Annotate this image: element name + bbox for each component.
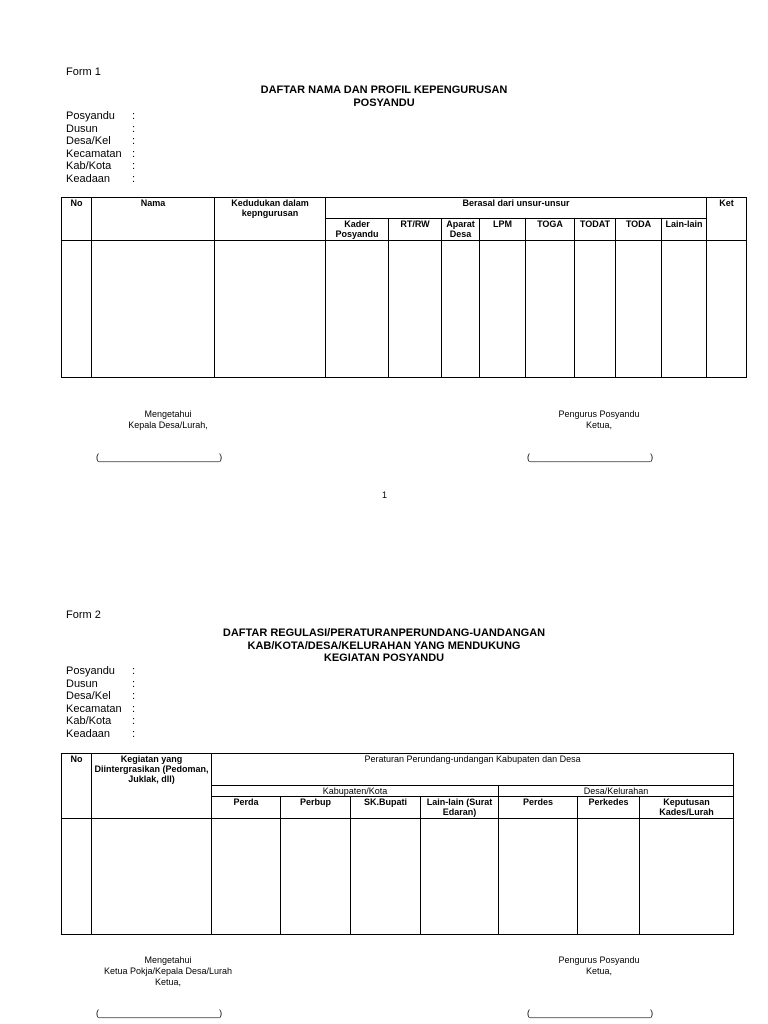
field-label: Kab/Kota [66, 715, 112, 727]
table-cell[interactable] [575, 241, 616, 378]
sig-left-line2: Ketua Pokja/Kepala Desa/Lurah [103, 966, 233, 976]
table-cell[interactable] [389, 241, 442, 378]
form2-title-line2: KAB/KOTA/DESA/KELURAHAN YANG MENDUKUNG [247, 639, 521, 652]
form1-field-kecamatan [66, 148, 135, 161]
field-label: Kab/Kota [66, 160, 112, 172]
field-label: Dusun [66, 122, 98, 135]
header-nama: Nama [92, 198, 215, 241]
header-no: No [62, 198, 92, 241]
table-cell[interactable] [526, 241, 575, 378]
table-cell[interactable] [578, 819, 640, 935]
form2-title [134, 627, 634, 665]
header-rtrw: RT/RW [389, 219, 442, 241]
form2-sig-right-blank[interactable]: (________________________) [527, 1008, 654, 1018]
table-cell[interactable] [326, 241, 389, 378]
form1-field-kabkota [66, 160, 135, 173]
field-colon: : [132, 677, 136, 690]
header-toda: TODA [616, 219, 662, 241]
table-cell[interactable] [442, 241, 480, 378]
page-number: 1 [382, 490, 388, 500]
field-colon: : [132, 665, 136, 677]
header-aparat-desa: Aparat Desa [442, 219, 480, 241]
header-perkedes: Perkedes [578, 797, 640, 819]
field-colon: : [132, 715, 136, 727]
sig-left-line1: Mengetahui [144, 409, 192, 419]
field-label: Desa/Kel [66, 690, 111, 702]
form2-fields [66, 665, 135, 740]
form2-field-desakel [66, 690, 135, 703]
table-cell[interactable] [62, 241, 92, 378]
table-row [62, 819, 734, 935]
field-label: Posyandu [66, 665, 115, 677]
form2-label: Form 2 [66, 609, 101, 621]
form1-table [61, 197, 747, 378]
form1-sig-left [98, 409, 238, 431]
header-kader-posyandu: Kader Posyandu [326, 219, 389, 241]
header-lain-lain: Lain-lain (Surat Edaran) [421, 797, 499, 819]
field-colon: : [132, 702, 136, 715]
field-colon: : [132, 147, 136, 160]
field-label: Kecamatan [66, 147, 122, 160]
header-ket: Ket [707, 198, 747, 241]
table-cell[interactable] [421, 819, 499, 935]
sig-right-line1: Pengurus Posyandu [558, 955, 640, 965]
sig-left-line1: Mengetahui [144, 955, 192, 965]
header-perda: Perda [212, 797, 281, 819]
form1-title [184, 84, 584, 109]
header-no: No [62, 754, 92, 819]
field-label: Keadaan [66, 172, 111, 185]
header-sk-bupati: SK.Bupati [351, 797, 421, 819]
table-cell[interactable] [662, 241, 707, 378]
header-unsur-group: Berasal dari unsur-unsur [326, 198, 707, 219]
table-row [62, 241, 747, 378]
form2-title-line1: DAFTAR REGULASI/PERATURANPERUNDANG-UANDANGAN [222, 627, 546, 639]
field-colon: : [132, 160, 136, 172]
table-cell[interactable] [92, 241, 215, 378]
form1-sig-right [529, 409, 669, 431]
header-desa-group: Desa/Kelurahan [499, 786, 734, 797]
form1-sig-left-blank[interactable]: (________________________) [96, 452, 223, 462]
form1-field-dusun [66, 123, 135, 136]
form2-title-line3: KEGIATAN POSYANDU [323, 652, 445, 664]
form1-title-line1: DAFTAR NAMA DAN PROFIL KEPENGURUSAN [260, 84, 508, 96]
form1-field-keadaan [66, 173, 135, 186]
form2-sig-left [88, 955, 248, 988]
field-colon: : [132, 690, 136, 702]
form2-field-keadaan [66, 728, 135, 741]
sig-left-line2: Kepala Desa/Lurah, [128, 420, 208, 430]
sig-right-line2: Ketua, [585, 966, 613, 976]
header-peraturan-group: Peraturan Perundang-undangan Kabupaten dan Desa [212, 754, 734, 786]
form1-label: Form 1 [66, 66, 101, 78]
field-label: Keadaan [66, 727, 111, 740]
header-todat: TODAT [575, 219, 616, 241]
form2-sig-left-blank[interactable]: (________________________) [96, 1008, 223, 1018]
field-label: Dusun [66, 677, 98, 690]
header-lpm: LPM [480, 219, 526, 241]
header-keputusan: Keputusan Kades/Lurah [640, 797, 734, 819]
field-label: Desa/Kel [66, 135, 111, 147]
header-kabupaten-group: Kabupaten/Kota [212, 786, 499, 797]
table-cell[interactable] [281, 819, 351, 935]
table-cell[interactable] [480, 241, 526, 378]
table-cell[interactable] [215, 241, 326, 378]
table-cell[interactable] [212, 819, 281, 935]
form2-field-kecamatan [66, 703, 135, 716]
table-cell[interactable] [92, 819, 212, 935]
header-perdes: Perdes [499, 797, 578, 819]
form1-sig-right-blank[interactable]: (________________________) [527, 452, 654, 462]
form2-sig-right [529, 955, 669, 977]
header-toga: TOGA [526, 219, 575, 241]
field-label: Posyandu [66, 110, 115, 122]
table-cell[interactable] [499, 819, 578, 935]
table-cell[interactable] [616, 241, 662, 378]
field-colon: : [132, 727, 136, 740]
form1-field-desakel [66, 135, 135, 148]
field-colon: : [132, 172, 136, 185]
form2-field-posyandu [66, 665, 135, 678]
sig-right-line1: Pengurus Posyandu [558, 409, 640, 419]
header-kedudukan: Kedudukan dalam kepngurusan [215, 198, 326, 241]
table-cell[interactable] [62, 819, 92, 935]
form2-field-kabkota [66, 715, 135, 728]
form2-table [61, 753, 734, 935]
field-label: Kecamatan [66, 702, 122, 715]
sig-left-line3: Ketua, [154, 977, 182, 987]
form2-field-dusun [66, 678, 135, 691]
field-colon: : [132, 110, 136, 122]
form1-field-posyandu [66, 110, 135, 123]
header-kegiatan: Kegiatan yang Diintergrasikan (Pedoman, Juklak, dll) [92, 754, 212, 819]
table-cell[interactable] [640, 819, 734, 935]
header-lain-lain: Lain-lain [662, 219, 707, 241]
table-cell[interactable] [707, 241, 747, 378]
header-perbup: Perbup [281, 797, 351, 819]
field-colon: : [132, 122, 136, 135]
table-cell[interactable] [351, 819, 421, 935]
form1-fields [66, 110, 135, 185]
form1-title-line2: POSYANDU [353, 96, 415, 109]
field-colon: : [132, 135, 136, 147]
sig-right-line2: Ketua, [585, 420, 613, 430]
